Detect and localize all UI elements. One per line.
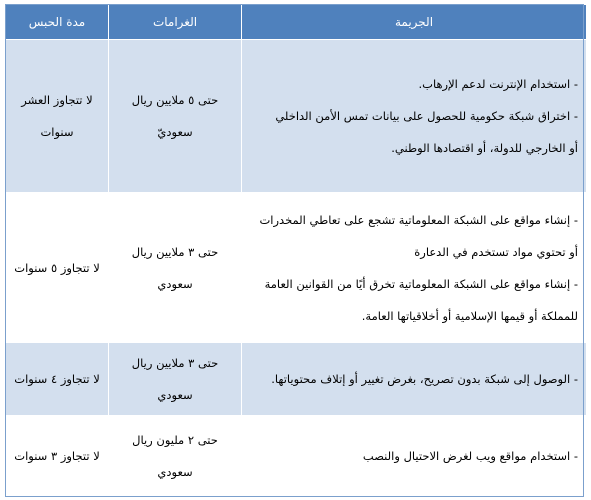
fine-line: سعوديّ [157, 125, 193, 139]
crime-line: - استخدام مواقع ويب لغرض الاحتيال والنصب [362, 448, 578, 463]
crime-cell [242, 343, 587, 416]
table-row [6, 343, 587, 416]
table-row [6, 416, 587, 496]
crime-line: - إنشاء مواقع على الشبكة المعلوماتية تخرق أيًا من القوانين العامة [264, 276, 578, 291]
fine-cell [109, 343, 242, 416]
fine-line: سعودي [157, 464, 193, 479]
crime-cell [242, 193, 587, 343]
header-fines: الغرامات [109, 5, 242, 40]
prison-line: لا تتجاوز ٤ سنوات [14, 372, 100, 386]
penalties-table [5, 4, 587, 496]
prison-cell [6, 343, 109, 416]
table-row [6, 193, 587, 343]
table-header-row [6, 5, 587, 40]
fine-cell [109, 193, 242, 343]
header-crime: الجريمة [242, 5, 587, 40]
prison-cell [6, 40, 109, 193]
crime-line: - إنشاء مواقع على الشبكة المعلوماتية تشجع على تعاطي المخدرات [259, 212, 578, 227]
table-row [6, 40, 587, 193]
crime-line: أو الخارجي للدولة، أو اقتصادها الوطني. [391, 141, 578, 155]
crime-line: للمملكة أو قيمها الإسلامية أو أخلاقياتها العامة. [361, 308, 578, 323]
fine-line: حتى ٣ ملايين ريال [131, 356, 219, 370]
crime-line: - استخدام الإنترنت لدعم الإرهاب. [418, 77, 578, 91]
crime-line: - اختراق شبكة حكومية للحصول على بيانات تمس الأمن الداخلي [275, 109, 578, 123]
prison-line: لا تتجاوز ٣ سنوات [14, 448, 100, 463]
fine-line: حتى ٥ ملايين ريال [131, 93, 219, 107]
header-prison: مدة الحبس [6, 5, 109, 40]
prison-line: سنوات [40, 125, 74, 139]
fine-line: سعودي [157, 388, 193, 402]
crime-cell [242, 40, 587, 193]
fine-line: حتى ٢ مليون ريال [132, 432, 218, 447]
fine-cell [109, 40, 242, 193]
prison-line: لا تتجاوز ٥ سنوات [14, 260, 100, 275]
prison-cell [6, 193, 109, 343]
prison-line: لا تتجاوز العشر [21, 93, 93, 107]
fine-line: حتى ٣ ملايين ريال [131, 244, 219, 259]
fine-line: سعودي [157, 276, 193, 291]
crime-line: أو تحتوي مواد تستخدم في الدعارة [414, 244, 578, 259]
crime-line: - الوصول إلى شبكة بدون تصريح، بغرض تغيير أو إتلاف محتوياتها. [271, 372, 578, 386]
prison-cell [6, 416, 109, 496]
crime-cell [242, 416, 587, 496]
fine-cell [109, 416, 242, 496]
